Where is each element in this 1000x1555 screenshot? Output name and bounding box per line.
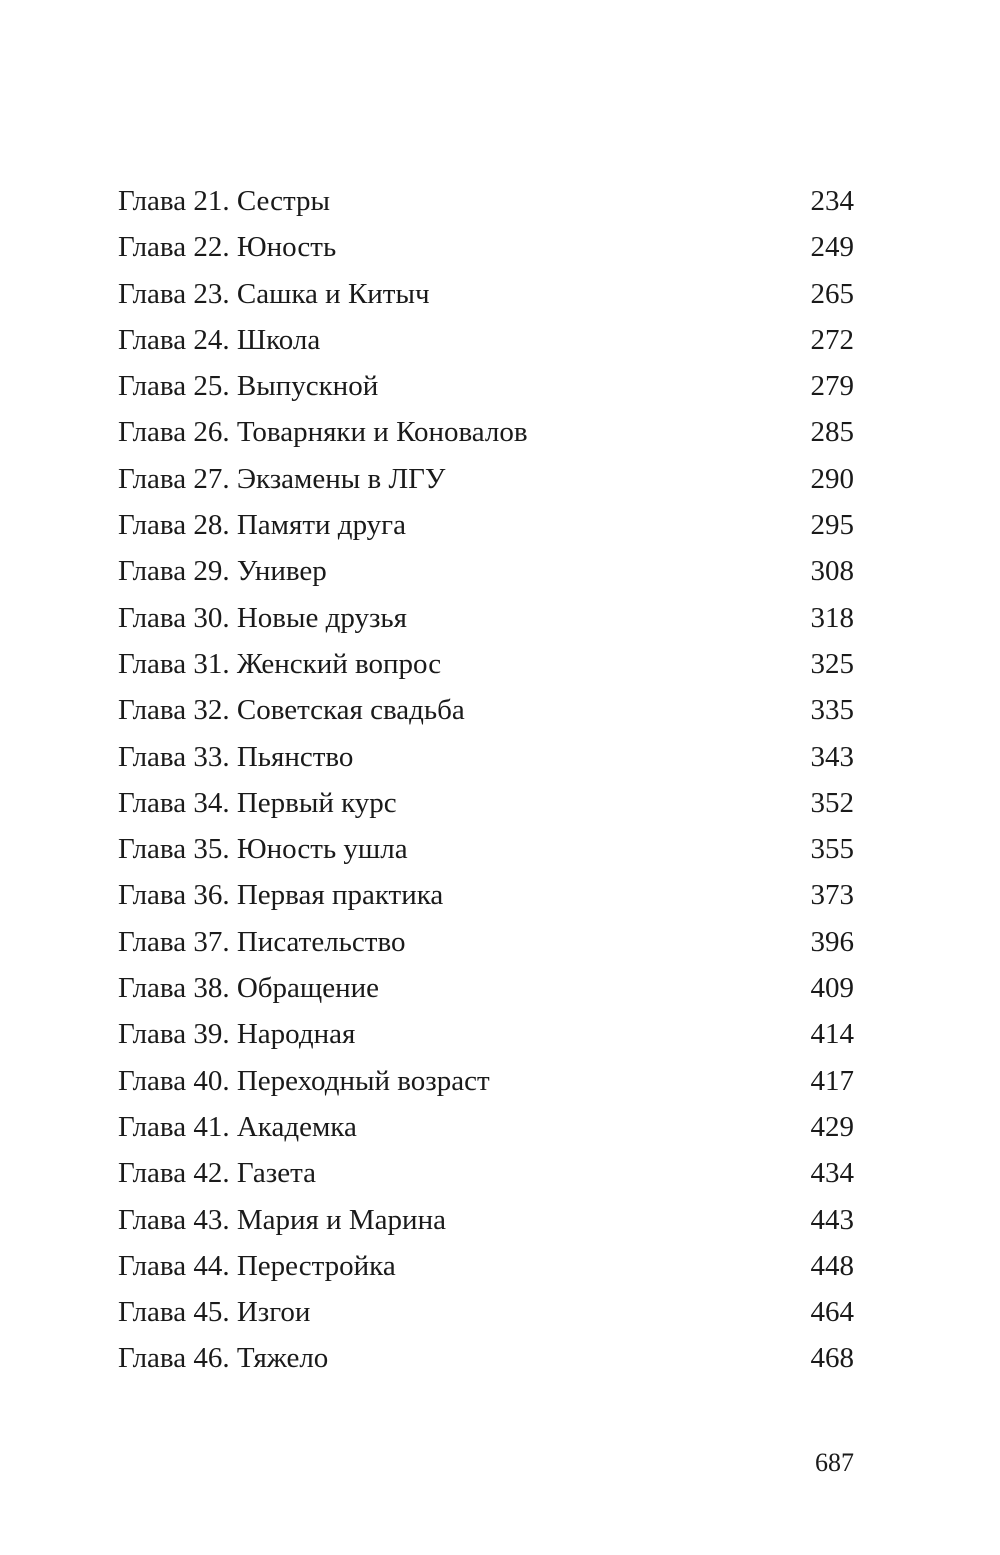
toc-entry <box>118 919 854 965</box>
toc-entry-title: Глава 35. Юность ушла <box>118 833 408 866</box>
toc-entry <box>118 1150 854 1196</box>
toc-entry-title: Глава 45. Изгои <box>118 1296 311 1329</box>
toc-entry <box>118 1104 854 1150</box>
toc-entry-title: Глава 32. Советская свадьба <box>118 694 465 727</box>
toc-entry <box>118 641 854 687</box>
toc-entry-page: 373 <box>810 879 854 912</box>
toc-entry-page: 308 <box>810 555 854 588</box>
toc-entry-title: Глава 39. Народная <box>118 1018 356 1051</box>
toc-entry-title: Глава 29. Универ <box>118 555 327 588</box>
toc-entry-title: Глава 26. Товарняки и Коновалов <box>118 416 528 449</box>
toc-entry-page: 272 <box>810 323 854 356</box>
toc-entry-title: Глава 42. Газета <box>118 1157 317 1190</box>
toc-entry-title: Глава 33. Пьянство <box>118 740 354 773</box>
toc-entry-page: 448 <box>810 1249 854 1282</box>
toc-entry-page: 352 <box>810 786 854 819</box>
toc-entry <box>118 687 854 733</box>
toc-entry <box>118 548 854 594</box>
table-of-contents <box>118 178 854 1382</box>
toc-entry-title: Глава 34. Первый курс <box>118 786 397 819</box>
toc-entry <box>118 595 854 641</box>
toc-entry-title: Глава 41. Академка <box>118 1110 357 1143</box>
toc-entry-title: Глава 27. Экзамены в ЛГУ <box>118 462 446 495</box>
toc-entry-page: 290 <box>810 462 854 495</box>
toc-entry <box>118 1197 854 1243</box>
toc-entry <box>118 317 854 363</box>
toc-entry-title: Глава 22. Юность <box>118 231 337 264</box>
toc-entry <box>118 1243 854 1289</box>
toc-entry <box>118 409 854 455</box>
toc-entry-title: Глава 46. Тяжело <box>118 1342 329 1375</box>
toc-entry-title: Глава 38. Обращение <box>118 972 380 1005</box>
toc-entry-page: 468 <box>810 1342 854 1375</box>
toc-entry-page: 318 <box>810 601 854 634</box>
toc-entry-page: 434 <box>810 1157 854 1190</box>
toc-entry-title: Глава 43. Мария и Марина <box>118 1203 446 1236</box>
toc-entry <box>118 965 854 1011</box>
toc-entry-title: Глава 24. Школа <box>118 323 321 356</box>
toc-entry <box>118 872 854 918</box>
toc-entry <box>118 1335 854 1381</box>
toc-entry-page: 335 <box>810 694 854 727</box>
toc-entry-page: 285 <box>810 416 854 449</box>
toc-entry <box>118 178 854 224</box>
toc-entry <box>118 1011 854 1057</box>
toc-entry-page: 325 <box>810 647 854 680</box>
toc-entry <box>118 502 854 548</box>
toc-entry-page: 417 <box>810 1064 854 1097</box>
toc-entry-title: Глава 36. Первая практика <box>118 879 444 912</box>
toc-entry-title: Глава 44. Перестройка <box>118 1249 396 1282</box>
toc-entry-title: Глава 37. Писательство <box>118 925 406 958</box>
toc-entry-page: 396 <box>810 925 854 958</box>
page-number: 687 <box>815 1448 854 1477</box>
toc-entry <box>118 271 854 317</box>
toc-entry-title: Глава 28. Памяти друга <box>118 509 406 542</box>
toc-entry-page: 464 <box>810 1296 854 1329</box>
toc-entry-title: Глава 23. Сашка и Китыч <box>118 277 430 310</box>
toc-entry-title: Глава 25. Выпускной <box>118 370 379 403</box>
toc-entry-page: 343 <box>810 740 854 773</box>
toc-entry-page: 295 <box>810 509 854 542</box>
toc-entry <box>118 826 854 872</box>
toc-entry-page: 355 <box>810 833 854 866</box>
toc-entry <box>118 1289 854 1335</box>
toc-entry-page: 279 <box>810 370 854 403</box>
toc-entry-page: 414 <box>810 1018 854 1051</box>
toc-entry <box>118 456 854 502</box>
toc-entry-title: Глава 30. Новые друзья <box>118 601 407 634</box>
toc-entry-page: 429 <box>810 1110 854 1143</box>
toc-entry-title: Глава 21. Сестры <box>118 185 331 217</box>
toc-entry-page: 443 <box>810 1203 854 1236</box>
toc-entry <box>118 1058 854 1104</box>
toc-entry <box>118 780 854 826</box>
toc-entry-page: 409 <box>810 972 854 1005</box>
toc-entry-page: 265 <box>810 277 854 310</box>
toc-entry-page: 249 <box>810 231 854 264</box>
toc-entry <box>118 224 854 270</box>
toc-entry-title: Глава 40. Переходный возраст <box>118 1064 490 1097</box>
toc-entry <box>118 363 854 409</box>
toc-entry-page: 234 <box>810 185 854 217</box>
toc-entry-title: Глава 31. Женский вопрос <box>118 647 442 680</box>
toc-entry <box>118 734 854 780</box>
